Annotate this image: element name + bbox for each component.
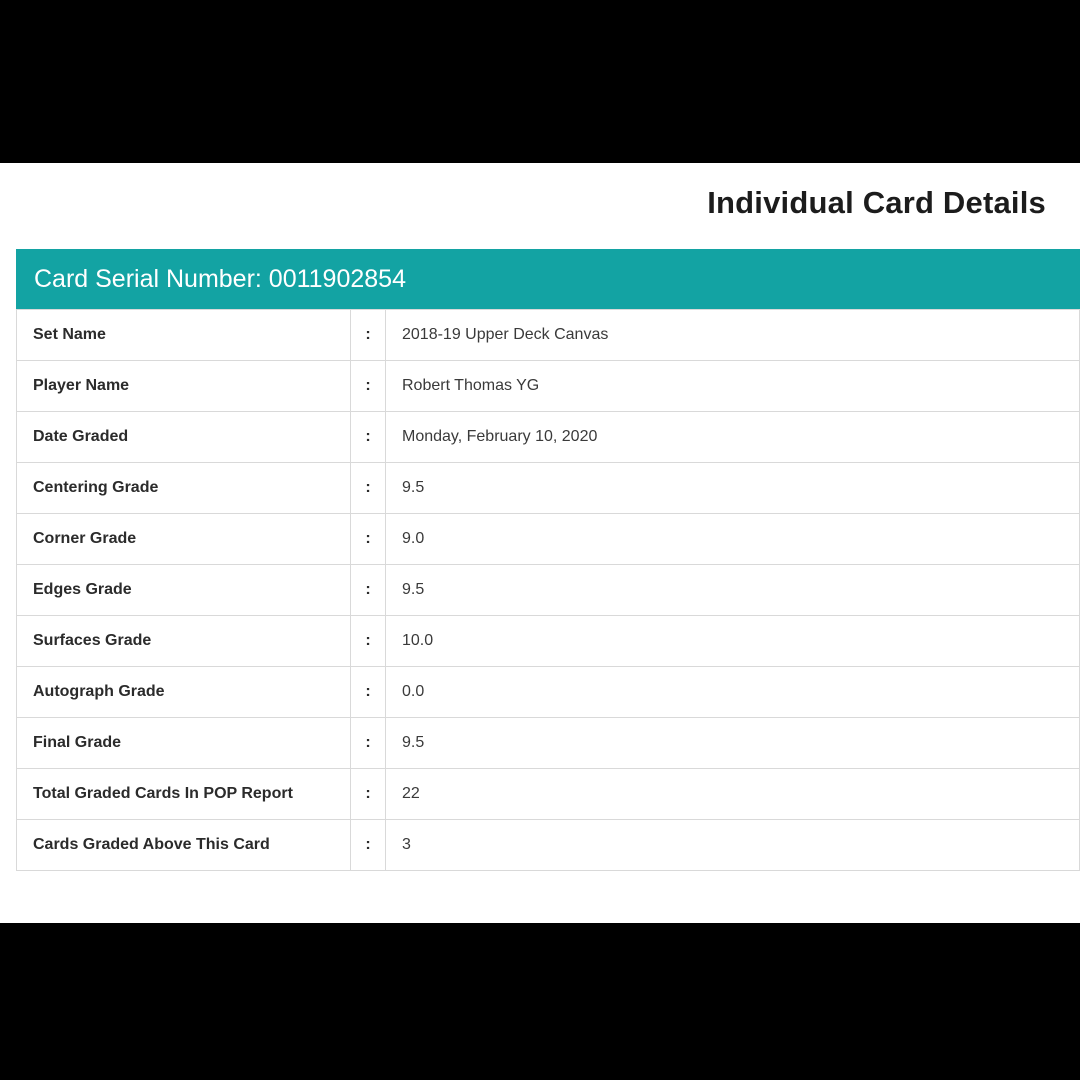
row-separator: : — [351, 820, 386, 871]
page-title: Individual Card Details — [707, 185, 1046, 220]
row-value: 3 — [386, 820, 1080, 871]
row-value: 2018-19 Upper Deck Canvas — [386, 310, 1080, 361]
table-row — [17, 667, 1080, 718]
row-label: Total Graded Cards In POP Report — [17, 769, 351, 820]
row-value: Robert Thomas YG — [386, 361, 1080, 412]
row-value: 9.5 — [386, 463, 1080, 514]
row-label: Player Name — [17, 361, 351, 412]
row-separator: : — [351, 463, 386, 514]
row-value: 9.5 — [386, 718, 1080, 769]
row-separator: : — [351, 361, 386, 412]
row-separator: : — [351, 718, 386, 769]
row-label: Corner Grade — [17, 514, 351, 565]
card-details-page — [0, 163, 1080, 923]
table-row — [17, 412, 1080, 463]
row-value: 0.0 — [386, 667, 1080, 718]
card-serial-number-bar — [16, 249, 1080, 309]
table-row — [17, 310, 1080, 361]
row-label: Final Grade — [17, 718, 351, 769]
row-label: Edges Grade — [17, 565, 351, 616]
card-serial-number-label: Card Serial Number: 0011902854 — [34, 264, 406, 293]
row-value: Monday, February 10, 2020 — [386, 412, 1080, 463]
row-label: Set Name — [17, 310, 351, 361]
row-value: 9.0 — [386, 514, 1080, 565]
row-separator: : — [351, 565, 386, 616]
row-value: 22 — [386, 769, 1080, 820]
card-details-table — [16, 309, 1080, 871]
row-separator: : — [351, 514, 386, 565]
row-label: Date Graded — [17, 412, 351, 463]
row-separator: : — [351, 616, 386, 667]
table-row — [17, 463, 1080, 514]
row-label: Surfaces Grade — [17, 616, 351, 667]
table-row — [17, 718, 1080, 769]
table-row — [17, 820, 1080, 871]
row-separator: : — [351, 412, 386, 463]
table-row — [17, 565, 1080, 616]
table-row — [17, 514, 1080, 565]
table-row — [17, 361, 1080, 412]
table-row — [17, 616, 1080, 667]
table-row — [17, 769, 1080, 820]
row-separator: : — [351, 667, 386, 718]
row-label: Autograph Grade — [17, 667, 351, 718]
row-separator: : — [351, 310, 386, 361]
row-label: Cards Graded Above This Card — [17, 820, 351, 871]
row-separator: : — [351, 769, 386, 820]
row-value: 9.5 — [386, 565, 1080, 616]
row-label: Centering Grade — [17, 463, 351, 514]
row-value: 10.0 — [386, 616, 1080, 667]
